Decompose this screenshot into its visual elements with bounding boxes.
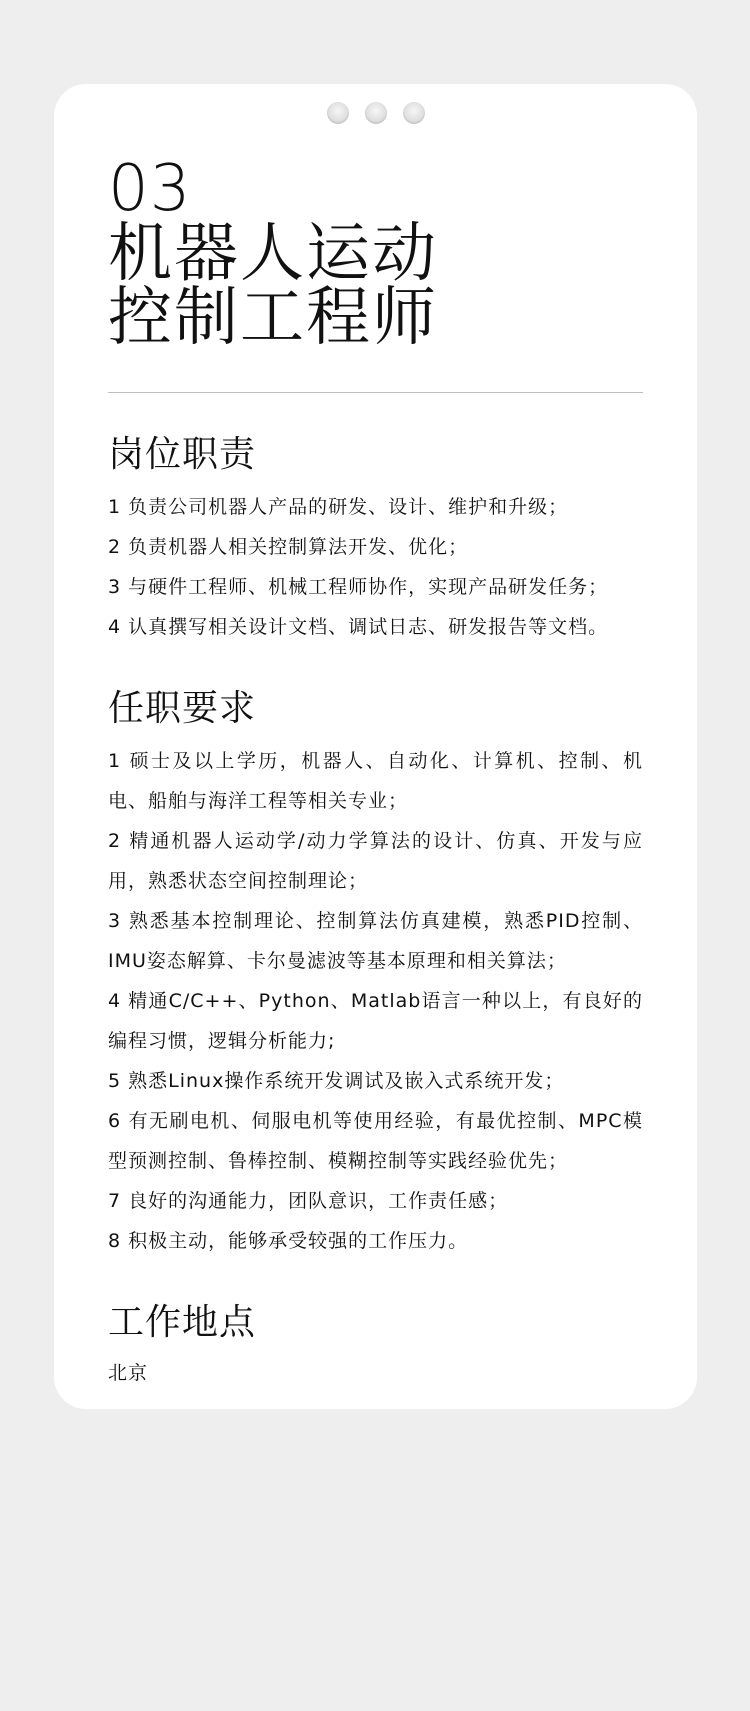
requirement-item: 2 精通机器人运动学/动力学算法的设计、仿真、开发与应用，熟悉状态空间控制理论； <box>108 830 643 892</box>
job-title-line-2: 控制工程师 <box>108 281 438 355</box>
job-number: 03 <box>108 152 192 226</box>
location-section <box>108 1301 643 1391</box>
dot-icon <box>365 102 387 124</box>
requirement-item: 7 良好的沟通能力，团队意识，工作责任感； <box>108 1190 509 1212</box>
job-card <box>54 84 697 1409</box>
dot-icon <box>327 102 349 124</box>
window-dots <box>54 102 697 124</box>
location-value: 北京 <box>108 1362 149 1384</box>
requirement-item: 6 有无刷电机、伺服电机等使用经验，有最优控制、MPC模型预测控制、鲁棒控制、模糊控制等实践经验优先； <box>108 1110 643 1172</box>
requirements-title: 任职要求 <box>108 688 257 729</box>
responsibility-item: 4 认真撰写相关设计文档、调试日志、研发报告等文档。 <box>108 616 609 638</box>
divider <box>108 392 643 393</box>
requirement-item: 8 积极主动，能够承受较强的工作压力。 <box>108 1230 469 1252</box>
requirement-item: 5 熟悉Linux操作系统开发调试及嵌入式系统开发； <box>108 1070 565 1092</box>
job-content <box>108 152 643 1391</box>
requirement-item: 4 精通C/C++、Python、Matlab语言一种以上，有良好的编程习惯，逻辑分析能力; <box>108 990 643 1052</box>
responsibilities-section <box>108 433 643 647</box>
requirements-section <box>108 687 643 1261</box>
requirement-item: 1 硕士及以上学历，机器人、自动化、计算机、控制、机电、船舶与海洋工程等相关专业； <box>108 750 643 812</box>
responsibility-item: 2 负责机器人相关控制算法开发、优化； <box>108 536 469 558</box>
job-title-line-1: 机器人运动 <box>108 217 438 291</box>
responsibility-item: 3 与硬件工程师、机械工程师协作，实现产品研发任务； <box>108 576 609 598</box>
location-title: 工作地点 <box>108 1302 257 1343</box>
requirement-item: 3 熟悉基本控制理论、控制算法仿真建模，熟悉PID控制、IMU姿态解算、卡尔曼滤波等基本原理和相关算法； <box>108 910 643 972</box>
dot-icon <box>403 102 425 124</box>
responsibility-item: 1 负责公司机器人产品的研发、设计、维护和升级； <box>108 496 569 518</box>
responsibilities-title: 岗位职责 <box>108 434 257 475</box>
